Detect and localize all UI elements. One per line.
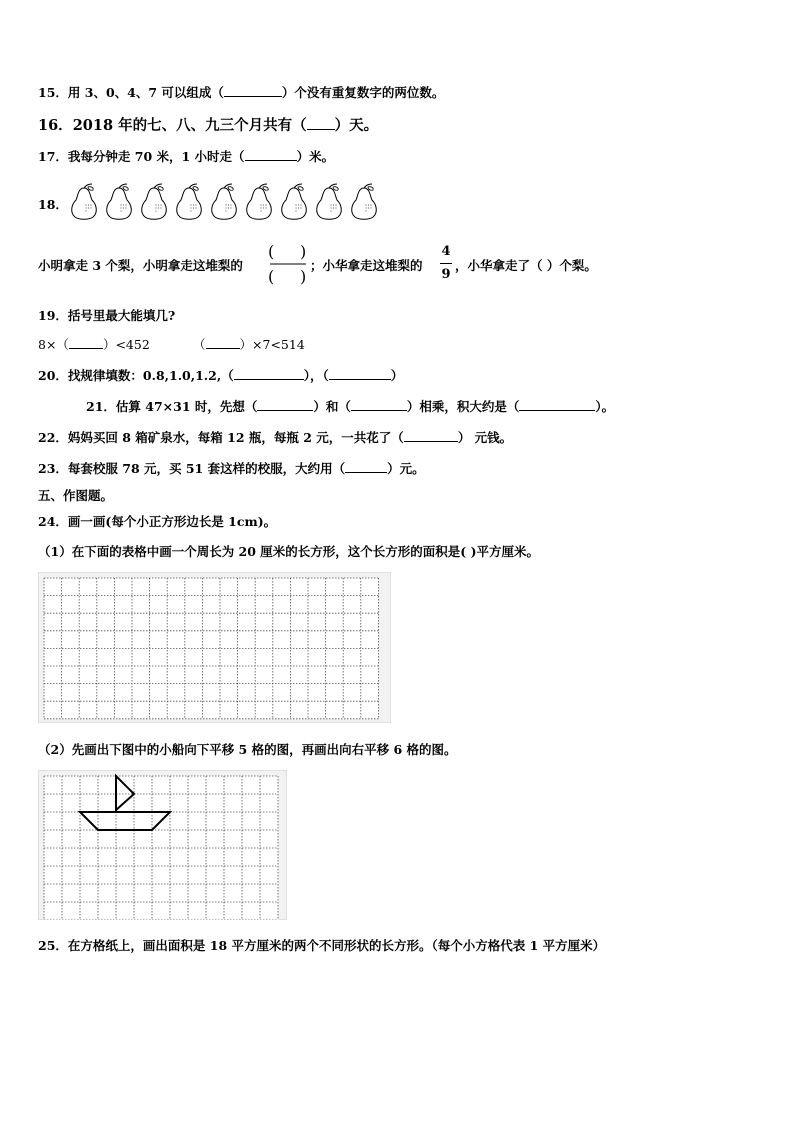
pear-icon	[282, 184, 307, 219]
answer-blank[interactable]	[519, 400, 595, 411]
question-text: ）个没有重复数字的两位数。	[281, 85, 445, 100]
question-24-part-1: （1）在下面的表格中画一个周长为 20 厘米的长方形，这个长方形的面积是( )平方厘米。	[38, 544, 539, 559]
question-18-number: 18．	[38, 197, 68, 212]
pear-icon	[107, 184, 132, 219]
section-title: 五、作图题。	[38, 488, 114, 503]
svg-text:(: (	[268, 242, 275, 261]
question-15	[38, 83, 444, 101]
answer-blank[interactable]	[351, 400, 407, 411]
question-text: ）米。	[296, 149, 335, 164]
answer-blank[interactable]	[345, 462, 387, 473]
answer-blank[interactable]	[307, 119, 335, 130]
question-number: 15．	[38, 85, 68, 100]
fraction-four-ninths	[438, 243, 454, 285]
pear-icon	[352, 184, 377, 219]
svg-text:(: (	[268, 267, 275, 286]
square-grid-1[interactable]	[38, 572, 391, 723]
question-19-expr-2: （ ）×7<514	[193, 337, 305, 352]
answer-blank[interactable]	[206, 338, 240, 349]
question-19: 19．括号里最大能填几?	[38, 308, 176, 323]
question-text: 2018 年的七、八、九三个月共有（	[72, 117, 307, 134]
pear-icon	[212, 184, 237, 219]
question-24-part-2: （2）先画出下图中的小船向下平移 5 格的图，再画出向右平移 6 格的图。	[38, 742, 457, 757]
question-number: 16．	[38, 117, 73, 134]
boat-grid[interactable]	[38, 770, 287, 920]
question-21: 21．估算 47×31 时，先想（ ）和（ ）相乘，积大约是（ ）。	[86, 399, 615, 414]
pear-icon	[317, 184, 342, 219]
answer-blank[interactable]	[404, 431, 458, 442]
answer-blank[interactable]	[257, 400, 313, 411]
question-18-text-a: 小明拿走 3 个梨，小明拿走这堆梨的	[38, 258, 243, 273]
question-20: 20．找规律填数：0.8,1.0,1.2,（ ），（ ）	[38, 368, 404, 383]
question-24: 24．画一画(每个小正方形边长是 1cm)。	[38, 514, 277, 529]
pear-icon	[177, 184, 202, 219]
question-number: 17．	[38, 149, 68, 164]
question-17	[38, 147, 334, 165]
fraction-bar	[440, 263, 452, 264]
answer-blank[interactable]	[329, 369, 391, 380]
pear-icon	[247, 184, 272, 219]
question-text: 我每分钟走 70 米，1 小时走（	[67, 149, 245, 164]
question-16	[38, 114, 378, 135]
svg-text:): )	[300, 267, 307, 286]
pear-icon	[142, 184, 167, 219]
svg-text:): )	[300, 242, 307, 261]
question-25: 25．在方格纸上，画出面积是 18 平方厘米的两个不同形状的长方形。（每个小方格代表 1 平方厘米）	[38, 938, 606, 953]
question-22: 22．妈妈买回 8 箱矿泉水，每箱 12 瓶，每瓶 2 元，一共花了（ ） 元钱。	[38, 430, 513, 445]
question-text: ）天。	[334, 117, 379, 134]
question-text: 用 3、0、4、7 可以组成（	[67, 85, 224, 100]
question-18-text-b: ；小华拿走这堆梨的	[310, 258, 423, 273]
answer-blank[interactable]	[234, 369, 304, 380]
answer-blank[interactable]	[245, 150, 297, 161]
fraction-numerator: 4	[441, 244, 451, 259]
question-19-expr-1: 8×（ ）<452	[38, 337, 150, 352]
question-18-text-c: ，小华拿走了（ ）个梨。	[455, 258, 597, 273]
answer-blank[interactable]	[69, 338, 103, 349]
pears-illustration	[68, 183, 388, 223]
fraction-blank[interactable]	[268, 242, 308, 286]
question-23: 23．每套校服 78 元，买 51 套这样的校服，大约用（ ）元。	[38, 461, 425, 476]
pear-icon	[72, 184, 97, 219]
answer-blank[interactable]	[224, 86, 282, 97]
fraction-denominator: 9	[441, 267, 451, 282]
